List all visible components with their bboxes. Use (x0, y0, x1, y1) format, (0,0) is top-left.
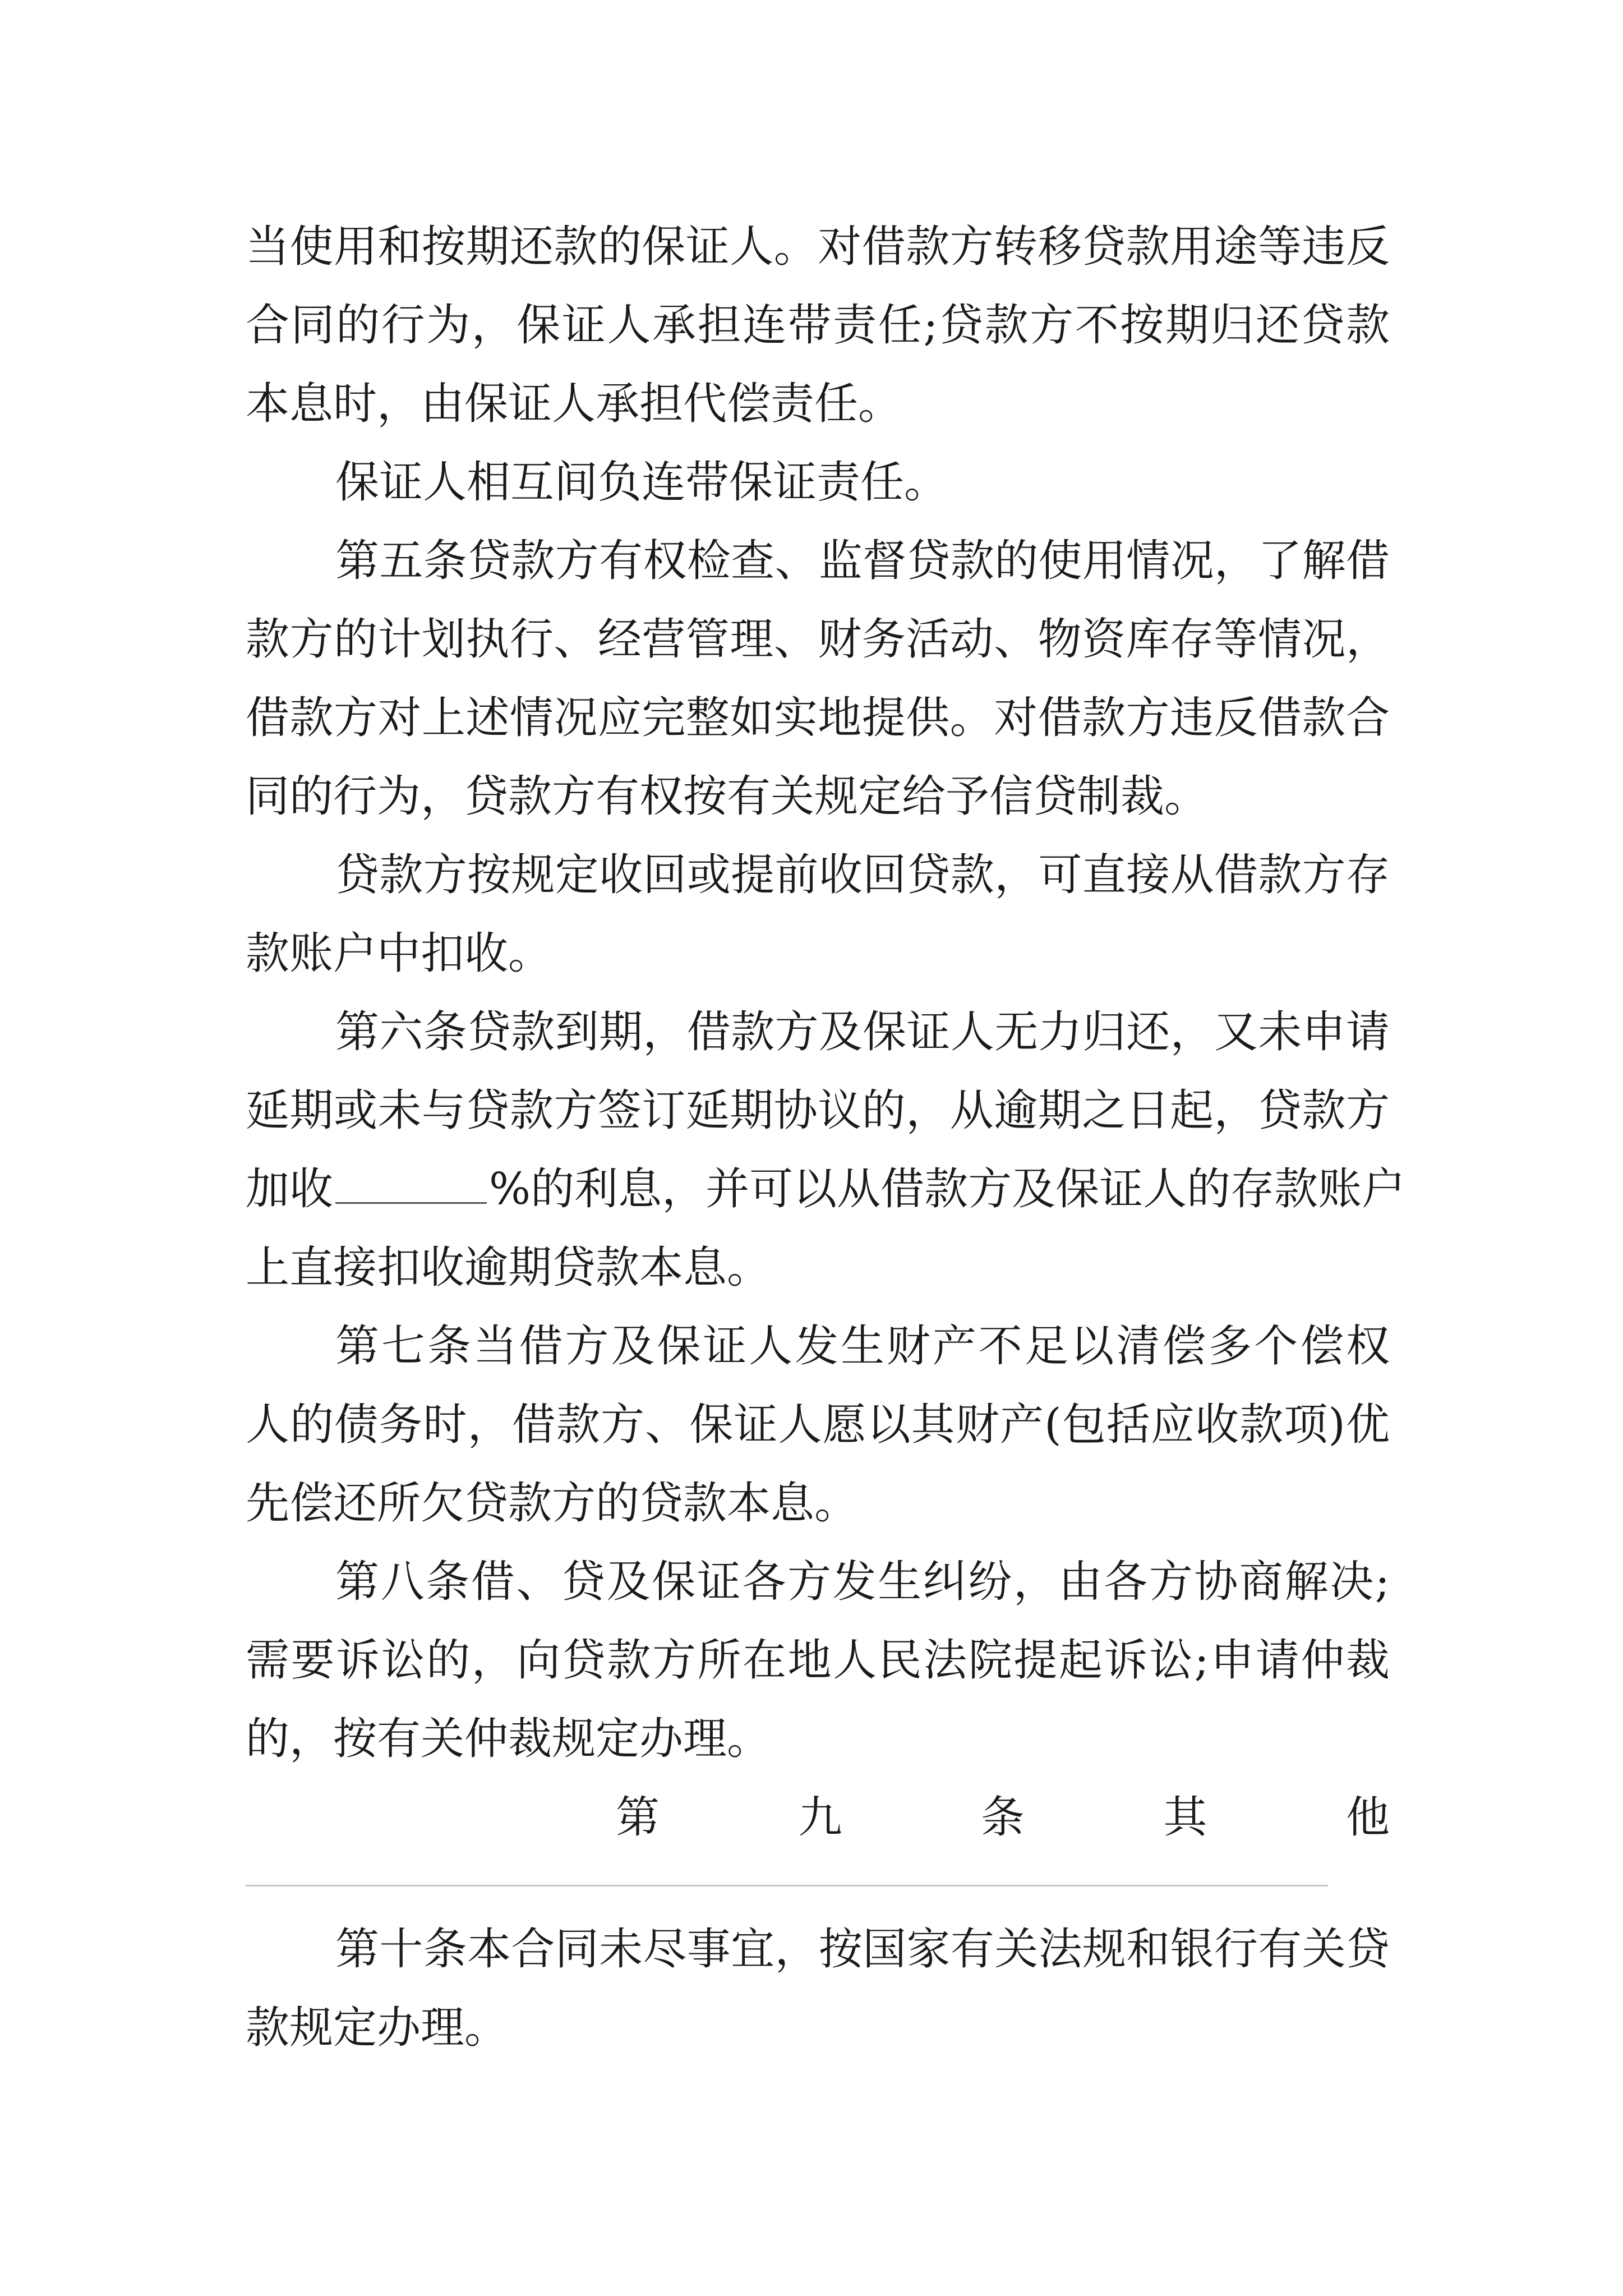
blank-before-text: 加收 (246, 1164, 334, 1214)
paragraph-line: 贷款方按规定收回或提前收回贷款，可直接从借款方存 (335, 850, 1390, 900)
paragraph-line: 款账户中扣收。 (246, 928, 552, 979)
blank-after-text: %的利息，并可以从借款方及保证人的存款账户 (489, 1164, 1406, 1214)
heading-char: 其 (1163, 1792, 1207, 1843)
article-5-line: 第五条贷款方有权检查、监督贷款的使用情况，了解借 (335, 536, 1390, 586)
article-7-line: 先偿还所欠贷款方的贷款本息。 (246, 1478, 859, 1529)
article-5-line: 同的行为，贷款方有权按有关规定给予信贷制裁。 (246, 771, 1209, 822)
article-10-line: 第十条本合同未尽事宜，按国家有关法规和银行有关贷 (335, 1924, 1390, 1975)
paragraph-line: 保证人相互间负连带保证责任。 (335, 457, 948, 508)
heading-char: 他 (1345, 1792, 1390, 1843)
fill-in-blank[interactable] (335, 1200, 487, 1204)
article-10-line: 款规定办理。 (246, 2003, 509, 2053)
article-7-line: 人的债务时，借款方、保证人愿以其财产(包括应收款项)优 (246, 1400, 1390, 1450)
horizontal-rule (246, 1885, 1328, 1887)
paragraph-line: 当使用和按期还款的保证人。对借款方转移贷款用途等违反 (246, 222, 1390, 272)
article-6-line: 上直接扣收逾期贷款本息。 (246, 1243, 771, 1293)
article-8-line: 第八条借、贷及保证各方发生纠纷，由各方协商解决; (335, 1557, 1390, 1607)
article-6-line-with-blank (246, 1150, 1406, 1228)
heading-char: 第 (616, 1792, 660, 1843)
article-6-line: 第六条贷款到期，借款方及保证人无力归还，又未申请 (335, 1007, 1390, 1057)
article-7-line: 第七条当借方及保证人发生财产不足以清偿多个偿权 (335, 1321, 1390, 1372)
article-5-line: 借款方对上述情况应完整如实地提供。对借款方违反借款合 (246, 693, 1390, 743)
paragraph-line: 合同的行为，保证人承担连带责任;贷款方不按期归还贷款 (246, 300, 1390, 351)
paragraph-line: 本息时，由保证人承担代偿责任。 (246, 379, 902, 429)
document-page (246, 0, 1406, 2296)
article-8-line: 需要诉讼的，向贷款方所在地人民法院提起诉讼;申请仲裁 (246, 1635, 1390, 1686)
article-8-line: 的，按有关仲裁规定办理。 (246, 1714, 771, 1764)
heading-char: 条 (980, 1792, 1025, 1843)
heading-char: 九 (798, 1792, 842, 1843)
article-5-line: 款方的计划执行、经营管理、财务活动、物资库存等情况， (246, 614, 1390, 665)
article-9-heading (616, 1778, 1390, 1857)
article-6-line: 延期或未与贷款方签订延期协议的，从逾期之日起，贷款方 (246, 1085, 1390, 1136)
